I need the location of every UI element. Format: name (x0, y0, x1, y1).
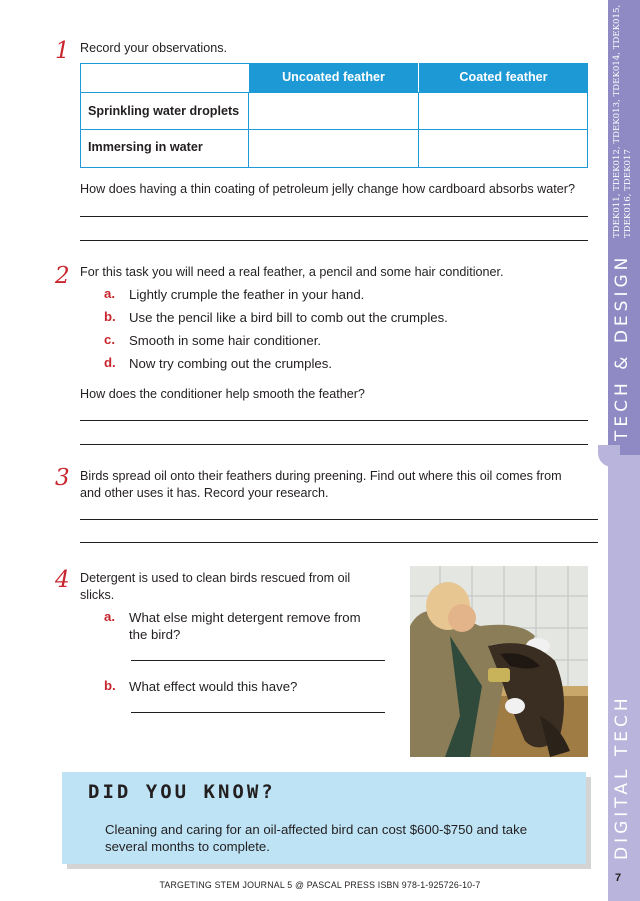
step-text: Smooth in some hair conditioner. (129, 333, 322, 348)
q4a-line2: the bird? (129, 627, 181, 642)
table-row-header-immersing: Immersing in water (80, 129, 249, 168)
step-letter: a. (104, 286, 115, 301)
q2-question: How does the conditioner help smooth the feather? (80, 387, 365, 401)
table-corner-cell (80, 63, 249, 92)
answer-line[interactable] (80, 240, 588, 241)
step-letter: d. (104, 355, 116, 370)
question-number-4: 4 (55, 567, 70, 593)
did-you-know-line1: Cleaning and caring for an oil-affected bird can cost $600-$750 and take (105, 822, 528, 837)
q4-line2: slicks. (80, 588, 115, 602)
step-text: Use the pencil like a bird bill to comb out the crumples. (129, 310, 448, 325)
tech-design-label: TECH & DESIGN (612, 253, 632, 441)
page-footer: TARGETING STEM JOURNAL 5 @ PASCAL PRESS ISBN 978-1-925726-10-7 (159, 880, 481, 890)
bird-cleaning-photo (410, 566, 588, 757)
answer-line[interactable] (80, 444, 588, 445)
question-number-1: 1 (55, 38, 70, 64)
did-you-know-title: DID YOU KNOW? (88, 781, 276, 803)
table-cell-immersing-coated[interactable] (418, 129, 588, 168)
answer-line[interactable] (80, 420, 588, 421)
curriculum-codes-line1: TDEK011, TDEK012, TDEK013, TDEK014, TDEK015, (612, 4, 622, 238)
question-number-3: 3 (55, 465, 70, 491)
step-letter: b. (104, 309, 116, 324)
curriculum-codes (612, 5, 633, 238)
observations-table (80, 63, 588, 168)
question-number-2: 2 (55, 263, 70, 289)
answer-line[interactable] (131, 712, 385, 713)
table-cell-sprinkling-uncoated[interactable] (248, 92, 419, 130)
band-tab-notch (598, 445, 620, 467)
did-you-know-box (62, 772, 586, 864)
q4a-letter: a. (104, 609, 115, 624)
table-row-header-sprinkling: Sprinkling water droplets (80, 92, 249, 130)
q1-prompt: Record your observations. (80, 41, 227, 55)
table-header-uncoated: Uncoated feather (249, 63, 419, 92)
table-cell-immersing-uncoated[interactable] (248, 129, 419, 168)
digital-tech-label: DIGITAL TECH (612, 694, 632, 860)
q1-question: How does having a thin coating of petroleum jelly change how cardboard absorbs water? (80, 182, 575, 196)
did-you-know-line2: several months to complete. (105, 839, 270, 854)
step-text: Lightly crumple the feather in your hand. (129, 287, 365, 302)
answer-line[interactable] (131, 660, 385, 661)
q4a-line1: What else might detergent remove from (129, 610, 361, 625)
step-text: Now try combing out the crumples. (129, 356, 333, 371)
answer-line[interactable] (80, 542, 598, 543)
table-header-coated: Coated feather (419, 63, 588, 92)
q4b-letter: b. (104, 678, 116, 693)
table-cell-sprinkling-coated[interactable] (418, 92, 588, 130)
page-number: 7 (615, 872, 622, 884)
did-you-know-text (105, 821, 565, 855)
q3-line2: and other uses it has. Record your research. (80, 486, 329, 500)
q2-intro: For this task you will need a real feather, a pencil and some hair conditioner. (80, 265, 504, 279)
answer-line[interactable] (80, 519, 598, 520)
answer-line[interactable] (80, 216, 588, 217)
curriculum-codes-line2: TDEK016, TDEK017 (622, 149, 633, 238)
q4-line1: Detergent is used to clean birds rescued from oil (80, 571, 351, 585)
q4b-text: What effect would this have? (129, 679, 298, 694)
q3-line1: Birds spread oil onto their feathers during preening. Find out where this oil comes from (80, 469, 562, 483)
step-letter: c. (104, 332, 115, 347)
